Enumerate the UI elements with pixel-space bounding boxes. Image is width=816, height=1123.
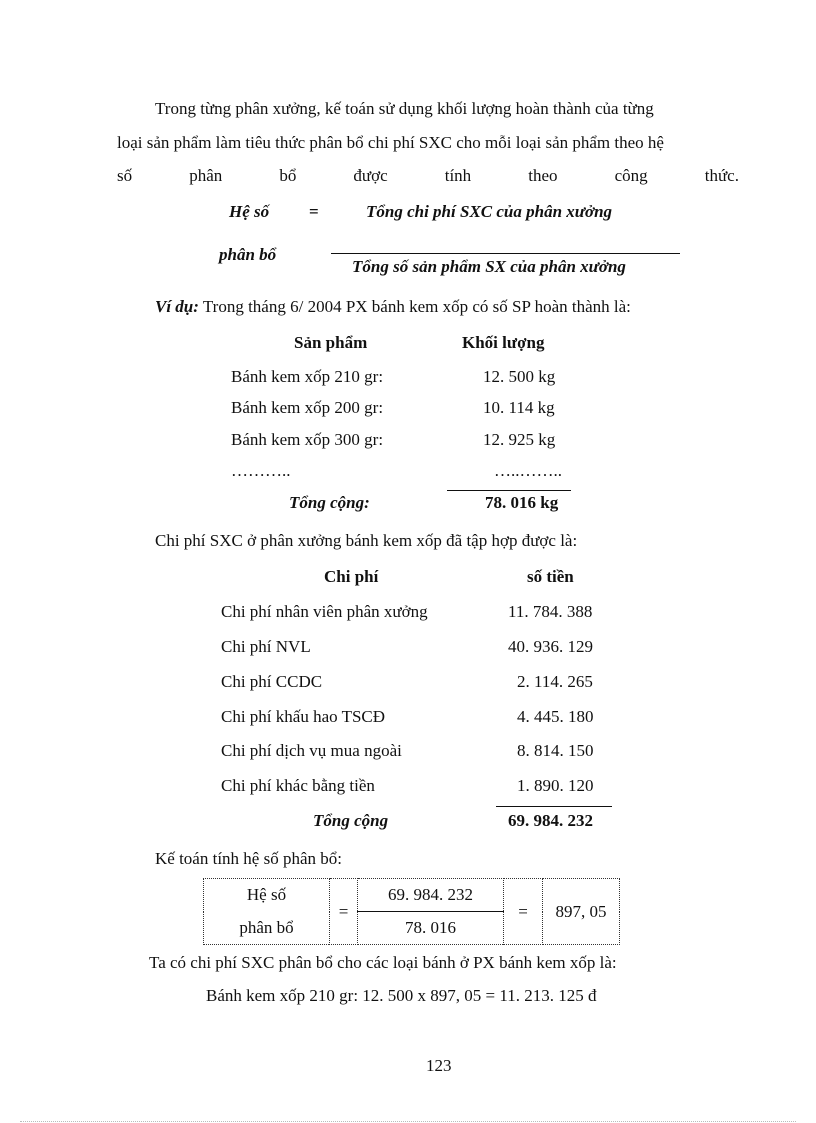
product-row-qty: 10. 114 kg (483, 398, 555, 417)
intro-word: bổ (279, 166, 297, 185)
cost-row-amount: 4. 445. 180 (517, 707, 594, 726)
formula-left-bottom: phân bổ (219, 245, 277, 264)
intro-word: thức. (704, 166, 739, 185)
product-total-label: Tổng cộng: (289, 493, 370, 512)
cost-total-value: 69. 984. 232 (508, 811, 593, 830)
cost-row-amount: 1. 890. 120 (517, 776, 594, 795)
cost-row-name: Chi phí nhân viên phân xưởng (221, 602, 428, 621)
cost-row-amount: 11. 784. 388 (508, 602, 593, 621)
allocation-coefficient-box (203, 878, 620, 945)
alloc-intro: Ta có chi phí SXC phân bổ cho các loại bánh ở PX bánh kem xốp là: (149, 953, 617, 972)
cost-header-amount: số tiền (527, 567, 574, 586)
cost-row-name: Chi phí dịch vụ mua ngoài (221, 741, 402, 760)
page-bottom-edge (20, 1121, 796, 1122)
calc-result: 897, 05 (543, 879, 620, 945)
intro-word: công (614, 166, 648, 185)
cost-row-name: Chi phí khác bằng tiền (221, 776, 375, 795)
product-total-rule (447, 490, 571, 491)
cost-intro: Chi phí SXC ở phân xưởng bánh kem xốp đã tập hợp được là: (155, 531, 578, 550)
product-row-name: Bánh kem xốp 200 gr: (231, 398, 384, 417)
product-total-value: 78. 016 kg (485, 493, 559, 512)
intro-word: được (353, 166, 388, 185)
product-row-qty: 12. 500 kg (483, 367, 556, 386)
intro-line-3 (117, 166, 739, 186)
calc-equals-1: = (330, 879, 358, 945)
example-label: Ví dụ: (155, 297, 199, 316)
cost-row-amount: 40. 936. 129 (508, 637, 593, 656)
intro-line-1: Trong từng phân xưởng, kế toán sử dụng khối lượng hoàn thành của từng (155, 99, 654, 118)
intro-line-2: loại sản phẩm làm tiêu thức phân bổ chi phí SXC cho mỗi loại sản phẩm theo hệ (117, 133, 664, 152)
cost-row-amount: 2. 114. 265 (517, 672, 593, 691)
formula-numerator: Tổng chi phí SXC của phân xưởng (366, 202, 613, 221)
cost-row-amount: 8. 814. 150 (517, 741, 594, 760)
example-text: Trong tháng 6/ 2004 PX bánh kem xốp có số SP hoàn thành là: (202, 297, 631, 316)
cost-total-label: Tổng cộng (313, 811, 389, 830)
intro-word: theo (528, 166, 558, 185)
product-header-qty: Khối lượng (462, 333, 545, 352)
product-row-name: Bánh kem xốp 210 gr: (231, 367, 384, 386)
formula-left-top: Hệ số (229, 202, 270, 221)
product-row-qty: …..…….. (494, 461, 562, 480)
formula-denominator: Tổng số sản phẩm SX của phân xưởng (352, 257, 626, 276)
cost-row-name: Chi phí CCDC (221, 672, 323, 691)
example-line (155, 297, 631, 317)
calc-label-bottom: phân bổ (204, 912, 330, 945)
cost-row-name: Chi phí NVL (221, 637, 311, 656)
cost-total-rule (496, 806, 612, 807)
calc-label-top: Hệ số (204, 879, 330, 912)
calc-numerator: 69. 984. 232 (358, 879, 504, 912)
alloc-line: Bánh kem xốp 210 gr: 12. 500 x 897, 05 = 11. 213. 125 đ (206, 986, 597, 1005)
calc-equals-2: = (504, 879, 543, 945)
intro-word: số (117, 166, 133, 185)
intro-word: tính (444, 166, 472, 185)
calc-denominator: 78. 016 (358, 912, 504, 945)
product-header-name: Sản phẩm (294, 333, 368, 352)
cost-row-name: Chi phí khấu hao TSCĐ (221, 707, 386, 726)
cost-header-name: Chi phí (324, 567, 379, 586)
product-row-qty: 12. 925 kg (483, 430, 556, 449)
page-number: 123 (426, 1056, 452, 1075)
calc-intro: Kế toán tính hệ số phân bổ: (155, 849, 342, 868)
formula-fraction-bar (331, 253, 680, 254)
product-row-name: Bánh kem xốp 300 gr: (231, 430, 384, 449)
intro-word: phân (189, 166, 223, 185)
product-row-name: ……….. (231, 461, 291, 480)
formula-equals: = (309, 202, 319, 221)
